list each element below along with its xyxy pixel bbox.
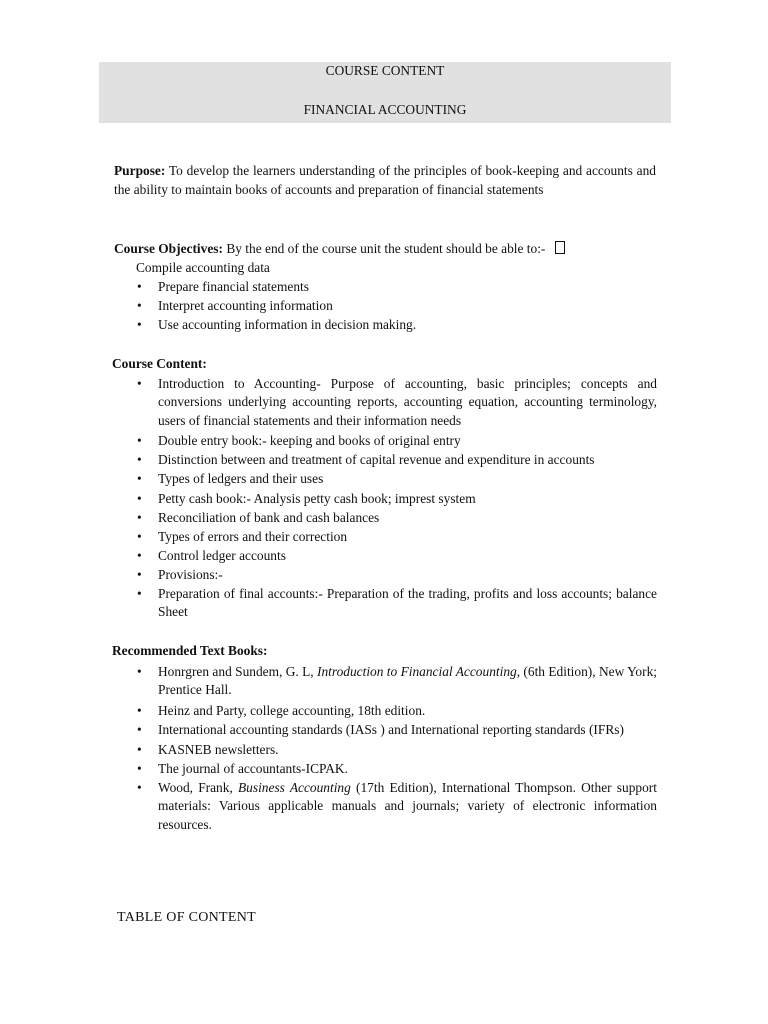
document-title: COURSE CONTENT (325, 63, 445, 78)
course-content-heading: Course Content: (112, 356, 207, 371)
list-item: • Double entry book:- keeping and books of original entry (137, 431, 657, 450)
list-item: • Types of errors and their correction (137, 527, 657, 546)
objectives-list (137, 277, 657, 335)
list-item: • Distinction between and treatment of capital revenue and expenditure in accounts (137, 450, 657, 469)
book-title: Introduction to Financial Accounting, (316, 664, 521, 679)
objectives-label: Course Objectives: (114, 241, 223, 256)
text-books-list (137, 663, 657, 834)
list-item (137, 779, 657, 835)
list-item: • Prepare financial statements (137, 277, 657, 296)
text-books-heading: Recommended Text Books: (112, 643, 268, 658)
list-item: • KASNEB newsletters. (137, 740, 657, 759)
list-item: • Preparation of final accounts:- Preparation of the trading, profits and loss accounts; balance Sheet (137, 585, 657, 621)
course-content-list (137, 375, 657, 621)
list-item: • Use accounting information in decision making. (137, 315, 657, 334)
book-title: Business Accounting (238, 779, 351, 795)
list-item: • Provisions:- (137, 565, 657, 584)
header-box (99, 62, 671, 123)
list-item: • International accounting standards (IASs ) and International reporting standards (IFRs) (137, 721, 657, 739)
book-author: Wood, Frank, (158, 779, 238, 795)
list-item: • Heinz and Party, college accounting, 18th edition. (137, 701, 657, 720)
book-author: Honrgren and Sundem, G. L, (158, 664, 317, 679)
objectives-text: By the end of the course unit the student should be able to:- (222, 241, 549, 256)
list-item: • Control ledger accounts (137, 546, 657, 565)
table-of-content-heading: TABLE OF CONTENT (117, 910, 257, 925)
list-item (137, 663, 657, 699)
list-item: • Interpret accounting information (137, 296, 657, 315)
purpose-label: Purpose: (114, 163, 166, 178)
list-item: • Petty cash book:- Analysis petty cash book; imprest system (137, 489, 657, 508)
list-item: • Reconciliation of bank and cash balances (137, 508, 657, 527)
list-item: • Introduction to Accounting- Purpose of accounting, basic principles; concepts and conversions underlying accounting reports, accounting equation, accounting terminology, users of financial statements and their information needs (137, 375, 657, 430)
objective-first-item: Compile accounting data (136, 260, 270, 275)
book-details: (17th Edition), International Thompson. Other support materials: Various applicable manuals and journals; variety of electronic information resources. (158, 779, 657, 832)
list-item: • The journal of accountants-ICPAK. (137, 759, 657, 778)
purpose-paragraph (114, 162, 656, 199)
purpose-text: To develop the learners understanding of the principles of book-keeping and accounts and the ability to maintain books of accounts and preparation of financial statements (114, 163, 656, 197)
course-title: FINANCIAL ACCOUNTING (303, 102, 467, 117)
missing-glyph-icon (555, 241, 565, 254)
objectives-intro (114, 240, 674, 259)
book-details: (6th Edition), New York; Prentice Hall. (158, 664, 657, 697)
list-item: • Types of ledgers and their uses (137, 469, 657, 488)
